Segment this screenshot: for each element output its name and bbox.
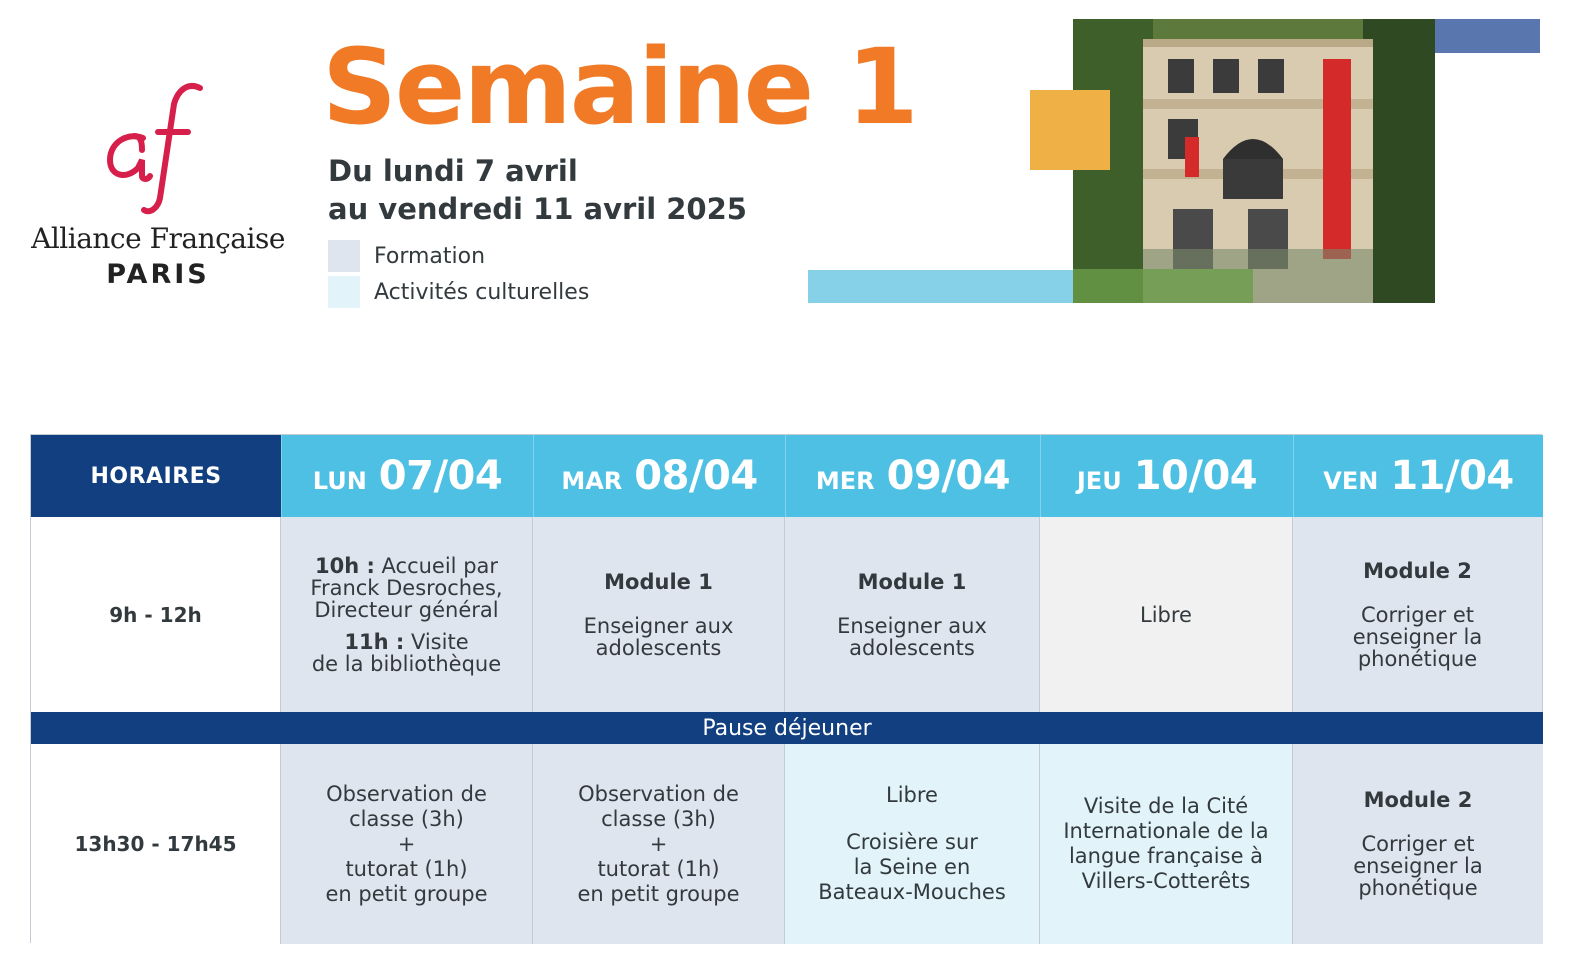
day-date: 11/04 [1390, 453, 1514, 499]
day-date: 07/04 [378, 453, 503, 499]
alliance-francaise-logo [28, 80, 288, 290]
cell-line: Observation de [578, 781, 739, 806]
day-header-mar [533, 435, 785, 517]
cell-line: en petit groupe [325, 881, 488, 906]
cell-line: Corriger et [1361, 832, 1475, 856]
logo-name: Alliance Française [31, 222, 285, 255]
cell-line: Directeur général [314, 597, 499, 622]
day-header-mer [785, 435, 1040, 517]
cell-lun-afternoon [281, 744, 533, 944]
cell-line: Observation de [326, 781, 487, 806]
day-date: 08/04 [634, 453, 758, 499]
cell-line: + [649, 831, 668, 856]
cell-text: Accueil par [374, 553, 499, 578]
cell-text: Visite [404, 629, 469, 654]
day-header-ven [1293, 435, 1543, 517]
cell-line: adolescents [595, 635, 722, 660]
cell-line: Bateaux-Mouches [818, 880, 1006, 904]
cell-lun-morning [281, 517, 533, 712]
cell-line: Enseigner aux [583, 613, 734, 638]
cell-mer-morning [785, 517, 1040, 712]
time-label: 10h : [314, 553, 375, 578]
day-name: JEU [1076, 467, 1122, 495]
date-range [328, 152, 747, 228]
cell-line: en petit groupe [577, 881, 740, 906]
cell-line: Libre [1140, 602, 1192, 627]
legend-swatch-culture [328, 276, 360, 308]
af-monogram-icon [88, 80, 228, 220]
day-name: MER [815, 467, 875, 495]
legend [328, 240, 589, 312]
module-title: Module 2 [1363, 558, 1472, 583]
module-title: Module 1 [857, 569, 967, 594]
cell-line: Villers-Cotterêts [1081, 869, 1251, 893]
cell-line: classe (3h) [601, 806, 716, 831]
day-header-jeu [1040, 435, 1293, 517]
day-name: MAR [561, 467, 623, 495]
day-name: VEN [1323, 467, 1379, 495]
legend-label-formation: Formation [374, 243, 486, 269]
cell-mer-afternoon [785, 744, 1040, 944]
date-line-end: au vendredi 11 avril 2025 [328, 192, 747, 226]
module-title: Module 1 [604, 569, 713, 594]
legend-item-formation [328, 240, 589, 272]
time-label: 11h : [344, 629, 405, 654]
cell-line: Enseigner aux [837, 613, 987, 638]
cell-mar-morning [533, 517, 785, 712]
legend-label-culture: Activités culturelles [374, 279, 590, 305]
cell-line: phonétique [1357, 646, 1478, 671]
cell-line: adolescents [849, 635, 975, 660]
legend-swatch-formation [328, 240, 360, 272]
cell-line: enseigner la [1352, 624, 1483, 649]
day-date: 10/04 [1133, 453, 1258, 499]
date-line-start: Du lundi 7 avril [328, 154, 578, 188]
cell-line: tutorat (1h) [597, 856, 720, 881]
building-photo [1073, 19, 1435, 303]
cell-line: Franck Desroches, [310, 575, 503, 600]
lunch-break-row: Pause déjeuner [31, 712, 1543, 744]
morning-hours: 9h - 12h [31, 517, 281, 712]
hours-column-header: HORAIRES [31, 435, 281, 517]
cell-ven-morning [1293, 517, 1543, 712]
cell-line: langue française à [1068, 844, 1264, 868]
cell-line: tutorat (1h) [345, 856, 468, 881]
decorative-orange-square [1030, 90, 1110, 170]
logo-city: PARIS [106, 259, 210, 290]
module-title: Module 2 [1363, 788, 1473, 812]
cell-line [315, 555, 498, 577]
day-name: LUN [312, 467, 367, 495]
day-date: 09/04 [886, 453, 1011, 499]
cell-line: Visite de la Cité [1083, 794, 1249, 818]
cell-line: Croisière sur [846, 830, 978, 854]
cell-mar-afternoon [533, 744, 785, 944]
page-title: Semaine 1 [322, 26, 917, 148]
afternoon-hours: 13h30 - 17h45 [31, 744, 281, 944]
cell-line: Corriger et [1361, 602, 1474, 627]
cell-line: Libre [886, 783, 938, 807]
cell-line: + [397, 831, 416, 856]
cell-jeu-morning [1040, 517, 1293, 712]
cell-jeu-afternoon [1040, 744, 1293, 944]
day-header-lun [281, 435, 533, 517]
legend-item-culture [328, 276, 589, 308]
cell-line: de la bibliothèque [311, 651, 502, 676]
cell-line: Internationale de la [1063, 819, 1269, 843]
cell-line [344, 631, 468, 653]
schedule-table [30, 434, 1542, 943]
cell-line: phonétique [1358, 876, 1478, 900]
cell-ven-afternoon [1293, 744, 1543, 944]
cell-line: la Seine en [853, 855, 971, 879]
cell-line: classe (3h) [349, 806, 464, 831]
building-illustration [1073, 19, 1435, 303]
cell-line: enseigner la [1353, 854, 1483, 878]
